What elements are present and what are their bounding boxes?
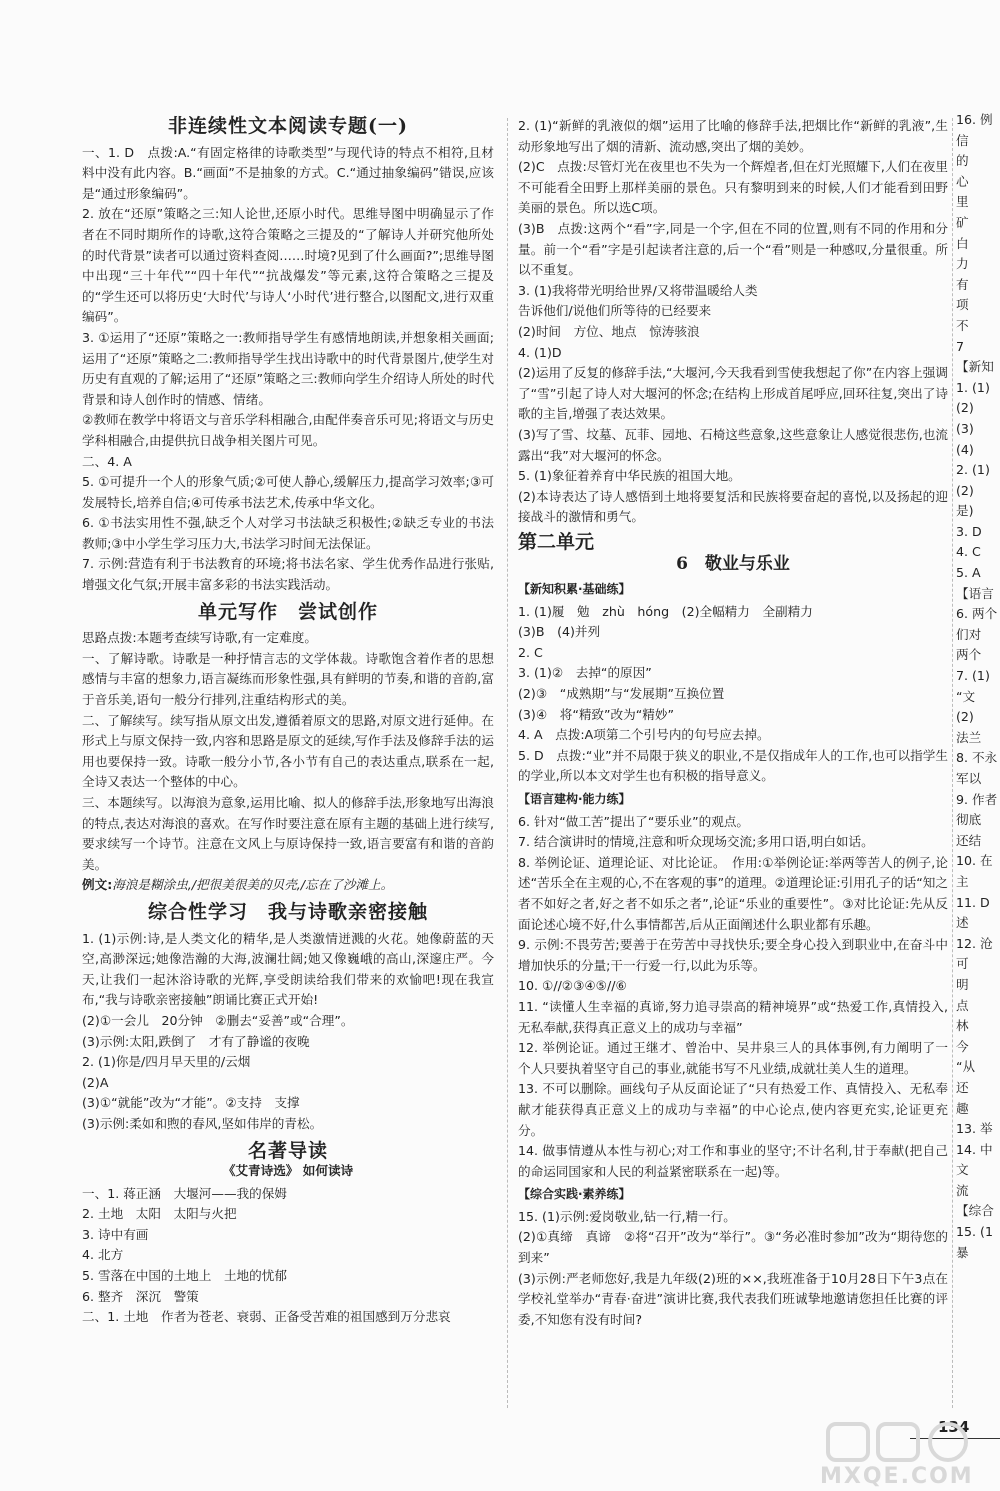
right-column-fragment: 流 [956, 1182, 969, 1198]
right-column-fragment: (4) [956, 441, 974, 457]
ability-answer-13: 13. 不可以删除。画线句子从反面论证了“只有热爱工作、真情投入、无私奉献才能获得真正意义上的成功与幸福”的中心论点,使内容更充实,论证更充分。 [518, 1081, 948, 1138]
right-column-fragment: 白 [956, 235, 969, 251]
writing-hint: 思路点拨:本题考查续写诗歌,有一定难度。 [82, 630, 317, 646]
basic-answer-1b: (3)B (4)并列 [518, 624, 601, 640]
classics-answer-4: 4. 北方 [82, 1247, 124, 1263]
right-column-fragment: (2) [956, 400, 974, 416]
answer-7: 7. 示例:营造有利于书法教育的环境;将书法名家、学生优秀作品进行张贴,增强文化气氛;开展丰富多彩的书法实践活动。 [82, 556, 494, 593]
basic-answer-3-2: (2)③ “成熟期”与“发展期”互换位置 [518, 686, 725, 702]
right-column-fragment: 暴 [956, 1244, 969, 1260]
watermark-logo-graphic [826, 1420, 976, 1464]
writing-point-3: 三、本题续写。以海浪为意象,运用比喻、拟人的修辞手法,形象地写出海浪的特点,表达对海浪的喜欢。在写作时要注意在原有主题的基础上进行续写,要求续写一个诗节。注意在文风上与原诗保持一致,语言要富有和谐的音韵美。 [82, 795, 494, 872]
mid-answer-3-2: (2)时间 方位、地点 惊涛骇浪 [518, 323, 700, 339]
left-column [82, 110, 494, 1328]
practice-answer-15-3: (3)示例:严老师您好,我是九年级(2)班的××,我班准备于10月28日下午3点在学校礼堂举办“青春·奋进”演讲比赛,我代表我们班诚挚地邀请您担任比赛的评委,不知您有没有时间? [518, 1270, 948, 1327]
right-column-fragment: 点 [956, 997, 969, 1013]
comp-answer-1: 1. (1)示例:诗,是人类文化的精华,是人类激情迸溅的火花。她像蔚蓝的天空,高渺深远;她像浩瀚的大海,波澜壮阔;她又像巍峨的高山,深邃庄严。今天,让我们一起沐浴诗歌的光辉,享受朗读给我们带来的欢愉吧!现在我宣布,“我与诗歌亲密接触”朗诵比赛正式开始! [82, 930, 494, 1008]
right-column-fragment: 【综合 [956, 1203, 994, 1219]
example-text: 海浪是糊涂虫,/把很美很美的贝壳,/忘在了沙滩上。 [112, 877, 394, 893]
right-column-fragment: (3) [956, 420, 974, 436]
right-column-fragment: 林 [956, 1018, 969, 1034]
right-column-fragment: 今 [956, 1038, 969, 1054]
answer-4: 二、4. A [82, 453, 132, 469]
right-column-fragment: (2) [956, 709, 974, 725]
comp-answer-2-2: (2)A [82, 1074, 109, 1090]
answer-6: 6. ①书法实用性不强,缺乏个人对学习书法缺乏积极性;②缺乏专业的书法教师;③中小学生学习压力大,书法学习时间无法保证。 [82, 515, 494, 551]
right-column-fragment: 趣 [956, 1100, 969, 1116]
basic-answer-3-1: 3. (1)② 去掉“的原因” [518, 665, 652, 681]
basic-answer-2: 2. C [518, 644, 543, 660]
right-column-fragment: 10. 在 [956, 853, 993, 869]
answer-3a: 3. ①运用了“还原”策略之一:教师指导学生有感情地朗读,并想象相关画面;运用了“还原”策略之二:教师指导学生找出诗歌中的时代背景图片,使学生对历史有直观的了解;运用了“还原”策略之三:教师向学生介绍诗人所处的时代背景和诗人创作时的情感、情绪。 [82, 329, 494, 407]
right-column-fragment: 11. D [956, 894, 990, 910]
middle-column [518, 116, 948, 1330]
right-column-fragment: 【语言 [956, 585, 994, 601]
section-label-basic: 【新知积累·基础练】 [518, 582, 631, 597]
right-column-fragment: 心 [956, 173, 969, 189]
writing-point-1: 一、了解诗歌。诗歌是一种抒情言志的文学体裁。诗歌饱含着作者的思想感情与丰富的想象力,语言凝练而形象性强,具有鲜明的节奏,和谐的音韵,富于音乐美,语句一般分行排列,注重结构形式的美。 [82, 650, 494, 708]
basic-answer-3-3: (3)④ 将“精致”改为“精妙” [518, 706, 674, 722]
answer-2: 2. 放在“还原”策略之三:知人论世,还原小时代。思维导图中明确显示了作者在不同时期所作的诗歌,这符合策略之三提及的“了解诗人并研究他所处的时代背景”读者可以通过资料查阅……时境?见到了什么画面?”;思维导图中出现“三十年代”“四十年代”“抗战爆发”等元素,这符合策略之三提及的“学生还可以将历史‘大时代’与诗人‘小时代’进行整合,以图配文,进行双重编码”。 [82, 206, 494, 325]
ability-answer-8: 8. 举例论证、道理论证、对比论证。 作用:①举例论证:举两等苦人的例子,论述“苦乐全在主观的心,不在客观的事”的道理。②道理论证:引用孔子的话“知之者不如好之者,好之者不如乐之者”,论证“乐业的重要性”。③对比论证:先从反面论述心境不好,什么事情都苦,后从正面阐述什么职业都有乐趣。 [518, 854, 948, 932]
comp-answer-1-3: (3)示例:太阳,跌倒了 才有了静谧的夜晚 [82, 1033, 310, 1049]
ability-answer-6: 6. 针对“做工苦”提出了“要乐业”的观点。 [518, 813, 750, 829]
mid-answer-5-2: (2)本诗表达了诗人感悟到土地将要复活和民族将要奋起的喜悦,以及扬起的迎接战斗的激情和勇气。 [518, 488, 948, 525]
right-column-cropped [956, 110, 1000, 1263]
right-column-fragment: 还 [956, 1079, 969, 1095]
classics-answer-1: 一、1. 蒋正涵 大堰河——我的保姆 [82, 1185, 287, 1201]
right-column-fragment: 矿 [956, 214, 969, 230]
ability-answer-12: 12. 举例论证。通过王继才、曾治中、吴井泉三人的具体事例,有力阐明了一个人只要执着坚守自己的事业,就能书写不凡业绩,成就壮美人生的道理。 [518, 1040, 948, 1076]
lesson-title: 6 敬业与乐业 [676, 554, 790, 575]
classics-answer-7: 二、1. 土地 作者为苍老、衰弱、正备受苦难的祖国感到万分悲哀 [82, 1309, 451, 1325]
column-divider-1 [507, 118, 508, 1408]
right-column-fragment: 1. (1) [956, 379, 990, 395]
basic-answer-1: 1. (1)履 勉 zhù hóng (2)全幅精力 全副精力 [518, 603, 813, 619]
watermark-url: MXQE.COM [820, 1464, 974, 1489]
right-column-fragment: 里 [956, 194, 969, 210]
page-number: 134 [938, 1418, 970, 1436]
mid-answer-2-2: (2)C 点拨:尽管灯光在夜里也不失为一个辉煌者,但在灯光照耀下,人们在夜里不可能看全田野上那样美丽的景色。只有黎明到来的时候,人们才能看到田野美丽的景色。所以选C项。 [518, 159, 948, 216]
classics-answer-5: 5. 雪落在中国的土地上 土地的忧郁 [82, 1268, 287, 1284]
section-title-unit-writing: 单元写作 尝试创作 [197, 600, 378, 623]
watermark [820, 1420, 1000, 1490]
ability-answer-14: 14. 做事情遵从本性与初心;对工作和事业的坚守;不计名利,甘于奉献(把自己的命运同国家和人民的利益紧密联系在一起)等。 [518, 1143, 948, 1179]
right-column-fragment: 还结 [956, 832, 982, 848]
right-column-fragment: 的 [956, 153, 969, 169]
example-label: 例文: [82, 877, 113, 893]
right-column-fragment: 彻底 [956, 812, 982, 828]
right-column-fragment: 2. (1) [956, 462, 990, 478]
comp-answer-2-1: 2. (1)你是/四月早天里的/云烟 [82, 1054, 251, 1070]
basic-answer-5: 5. D 点拨:“业”并不局限于狭义的职业,不是仅指成年人的工作,也可以指学生的学业,所以本文对学生也有积极的指导意义。 [518, 747, 948, 784]
right-column-fragment: 述 [956, 915, 969, 931]
classics-answer-2: 2. 土地 太阳 太阳与火把 [82, 1206, 237, 1222]
unit-title: 第二单元 [518, 530, 595, 553]
right-column-fragment: 4. C [956, 544, 981, 560]
right-column-fragment: 16. 例 [956, 112, 993, 127]
comp-answer-2-4: (3)示例:柔如和煦的春风,坚如伟岸的青松。 [82, 1115, 323, 1131]
right-column-fragment: 明 [956, 976, 969, 992]
right-column-fragment: 文 [956, 1162, 969, 1178]
right-column-fragment: “文 [956, 688, 976, 704]
mid-answer-2-1: 2. (1)“新鲜的乳液似的烟”运用了比喻的修辞手法,把烟比作“新鲜的乳液”,生动形象地写出了烟的清新、流动感,突出了烟的美妙。 [518, 118, 948, 154]
writing-example [82, 875, 494, 896]
section-label-ability: 【语言建构·能力练】 [518, 792, 631, 806]
comp-answer-2-3: (3)①“就能”改为“才能”。②支持 支撑 [82, 1095, 300, 1111]
right-column-fragment: 法兰 [956, 729, 982, 745]
practice-answer-15-1: 15. (1)示例:爱岗敬业,钻一行,精一行。 [518, 1208, 736, 1224]
right-column-fragment: 9. 作者 [956, 791, 998, 807]
right-column-fragment: 【新知 [956, 359, 994, 375]
right-column-fragment: 7. (1) [956, 668, 990, 684]
right-column-fragment: 军以 [956, 771, 982, 786]
ability-answer-11: 11. “读懂人生幸福的真谛,努力追寻崇高的精神境界”或“热爱工作,真情投入,无私奉献,获得真正意义上的成功与幸福” [518, 998, 948, 1035]
right-column-fragment: 两个 [956, 647, 982, 663]
right-column-fragment: 12. 沧 [956, 935, 993, 951]
right-column-fragment: (2) [956, 482, 974, 498]
mid-answer-4-3: (3)写了雪、坟墓、瓦菲、园地、石椅这些意象,这些意象让人感觉很悲伤,也流露出“我”对大堰河的怀念。 [518, 426, 948, 463]
right-column-fragment: 6. 两个 [956, 606, 998, 622]
column-divider-2 [952, 118, 953, 1408]
right-column-fragment: 14. 中 [956, 1141, 993, 1157]
answer-5: 5. ①可提升一个人的形象气质;②可使人静心,缓解压力,提高学习效率;③可发展特长,培养自信;④可传承书法艺术,传承中华文化。 [82, 474, 494, 510]
classics-answer-6: 6. 整齐 深沉 警策 [82, 1288, 199, 1304]
mid-answer-5-1: 5. (1)象征着养育中华民族的祖国大地。 [518, 468, 741, 484]
ability-answer-10: 10. ①//②③④⑤//⑥ [518, 978, 627, 994]
basic-answer-4: 4. A 点拨:A项第二个引号内的句号应去掉。 [518, 727, 770, 743]
answer-1: 一、1. D 点拨:A.“有固定格律的诗歌类型”与现代诗的特点不相符,且材料中没有此内容。B.“画面”不是抽象的方式。C.“通过抽象编码”错误,应该是“通过形象编码”。 [82, 144, 494, 201]
mid-answer-3-1: 3. (1)我将带光明给世界/又将带温暖给人类 [518, 282, 758, 298]
mid-answer-2-3: (3)B 点拨:这两个“看”字,同是一个字,但在不同的位置,则有不同的作用和分量。前一个“看”字是引起读者注意的,后一个“看”则是一种感叹,分量很重。所以不重复。 [518, 220, 948, 278]
section-title-classics: 名著导读 [247, 1139, 328, 1162]
comp-answer-1-2: (2)①一会儿 20分钟 ②删去“妥善”或“合理”。 [82, 1012, 354, 1028]
right-column-fragment: 是) [956, 503, 974, 519]
writing-point-2: 二、了解续写。续写指从原文出发,遵循着原文的思路,对原文进行延伸。在形式上与原文保持一致,内容和思路是原文的延续,写作手法及修辞手法的运用也要保持一致。诗歌一般分小节,各小节有自己的表达重点,联系在一起,全诗又表达一个整体的中心。 [82, 712, 494, 790]
right-column-fragment: 5. A [956, 565, 981, 581]
section-title-comprehensive: 综合性学习 我与诗歌亲密接触 [147, 900, 428, 923]
section-label-practice: 【综合实践·素养练】 [518, 1187, 631, 1202]
right-column-fragment: 力 [956, 256, 969, 272]
classics-answer-3: 3. 诗中有画 [82, 1226, 149, 1242]
right-column-fragment: 项 [956, 297, 969, 313]
right-column-fragment: 主 [956, 873, 969, 889]
right-column-fragment: 不 [956, 317, 969, 333]
right-column-fragment: 3. D [956, 523, 982, 539]
ability-answer-7: 7. 结合演讲时的情境,注意和听众现场交流;多用口语,明白如话。 [518, 834, 874, 850]
right-column-fragment: 8. 不永 [956, 750, 998, 766]
right-column-fragment: 13. 举 [956, 1121, 993, 1137]
ability-answer-9: 9. 示例:不畏劳苦;要善于在劳苦中寻找快乐;要全身心投入到职业中,在奋斗中增加快乐的分量;干一行爱一行,以此为乐等。 [518, 937, 948, 973]
right-column-fragment: 可 [956, 956, 969, 972]
right-column-fragment: 们对 [956, 626, 982, 642]
practice-answer-15-2: (2)①真缔 真谛 ②将“召开”改为“举行”。③“务必准时参加”改为“期待您的到来” [518, 1229, 948, 1266]
right-column-fragment: 信 [956, 132, 969, 148]
right-column-fragment: 7 [956, 338, 965, 354]
right-column-fragment: 有 [956, 276, 969, 292]
right-column-fragment: “从 [956, 1059, 976, 1075]
right-column-fragment: 15. (1 [956, 1224, 993, 1240]
section-title-nonlinear-text: 非连续性文本阅读专题(一) [168, 115, 408, 137]
mid-answer-4-1: 4. (1)D [518, 344, 562, 360]
mid-answer-3-1b: 告诉他们/说他们所等待的已经要来 [518, 303, 712, 319]
mid-answer-4-2: (2)运用了反复的修辞手法,“大堰河,今天我看到雪使我想起了你”在内容上强调了“雪”引起了诗人对大堰河的怀念;在结构上形成首尾呼应,回环往复,突出了诗歌的主旨,增强了表达效果。 [518, 365, 948, 422]
answer-3b: ②教师在教学中将语文与音乐学科相融合,由配伴奏音乐可见;将语文与历史学科相融合,由提供抗日战争相关图片可见。 [82, 412, 494, 448]
classics-subtitle: 《艾青诗选》 如何读诗 [222, 1163, 354, 1179]
